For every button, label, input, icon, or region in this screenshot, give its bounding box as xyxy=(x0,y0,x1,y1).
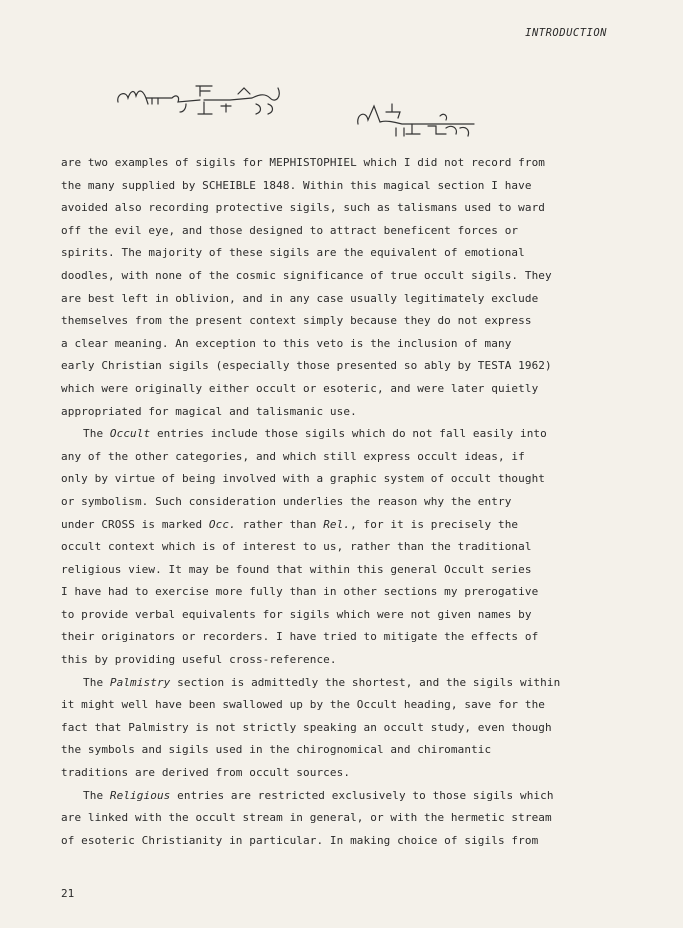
text-line: the symbols and sigils used in the chirognomical and chiromantic xyxy=(61,743,492,757)
text-line: the many supplied by SCHEIBLE 1848. Within this magical section I have xyxy=(61,178,532,192)
text-line: appropriated for magical and talismanic use. xyxy=(61,404,357,418)
text-line: themselves from the present context simply because they do not express xyxy=(61,314,532,328)
text-line: early Christian sigils (especially those presented so ably by TESTA 1962) xyxy=(61,359,552,373)
text-line: avoided also recording protective sigils, such as talismans used to ward xyxy=(61,201,546,215)
sigil-illustrations xyxy=(0,0,683,150)
italic-term: Religious xyxy=(109,788,171,802)
text-line: are two examples of sigils for MEPHISTOPHIEL which I did not record from xyxy=(61,156,546,169)
page-number: 21 xyxy=(61,887,75,900)
paragraph xyxy=(61,152,631,423)
text-line: doodles, with none of the cosmic significance of true occult sigils. They xyxy=(61,268,552,282)
paragraph xyxy=(61,785,631,853)
italic-term: Palmistry xyxy=(109,675,171,689)
text-line: occult context which is of interest to us, rather than the traditional xyxy=(61,540,532,554)
text-line: I have had to exercise more fully than in other sections my prerogative xyxy=(61,585,539,599)
text-line: which were originally either occult or esoteric, and were later quietly xyxy=(61,381,539,395)
text-line: this by providing useful cross-reference. xyxy=(61,653,337,667)
text-line: are linked with the occult stream in general, or with the hermetic stream xyxy=(61,811,552,825)
text-line: only by virtue of being involved with a graphic system of occult thought xyxy=(61,472,546,486)
text-line: The Occult entries include those sigils which do not fall easily into xyxy=(83,427,547,441)
text-line: to provide verbal equivalents for sigils which were not given names by xyxy=(61,607,532,621)
text-line: it might well have been swallowed up by the Occult heading, save for the xyxy=(61,698,546,712)
text-line: any of the other categories, and which still express occult ideas, if xyxy=(61,449,525,463)
body-text xyxy=(61,152,631,852)
text-line: are best left in oblivion, and in any case usually legitimately exclude xyxy=(61,291,539,305)
paragraph xyxy=(61,423,631,672)
running-header: INTRODUCTION xyxy=(525,27,607,39)
text-line: The Palmistry section is admittedly the shortest, and the sigils within xyxy=(83,675,561,689)
text-line: of esoteric Christianity in particular. In making choice of sigils from xyxy=(61,833,539,847)
text-line: a clear meaning. An exception to this veto is the inclusion of many xyxy=(61,336,512,350)
text-line: religious view. It may be found that within this general Occult series xyxy=(61,562,532,576)
text-line: fact that Palmistry is not strictly speaking an occult study, even though xyxy=(61,720,552,734)
text-line: under CROSS is marked Occ. rather than Rel., for it is precisely the xyxy=(61,517,519,531)
mephistophiel-sigil-1 xyxy=(118,86,280,114)
italic-term: Occ. xyxy=(208,517,236,531)
text-line: The Religious entries are restricted exclusively to those sigils which xyxy=(83,788,554,802)
italic-term: Rel. xyxy=(323,517,351,531)
text-line: traditions are derived from occult sources. xyxy=(61,766,351,780)
mephistophiel-sigil-2 xyxy=(358,104,474,136)
paragraph xyxy=(61,672,631,785)
text-line: or symbolism. Such consideration underlies the reason why the entry xyxy=(61,494,512,508)
text-line: their originators or recorders. I have tried to mitigate the effects of xyxy=(61,630,539,644)
italic-term: Occult xyxy=(109,427,151,441)
text-line: off the evil eye, and those designed to attract beneficent forces or xyxy=(61,223,519,237)
text-line: spirits. The majority of these sigils are the equivalent of emotional xyxy=(61,246,525,260)
